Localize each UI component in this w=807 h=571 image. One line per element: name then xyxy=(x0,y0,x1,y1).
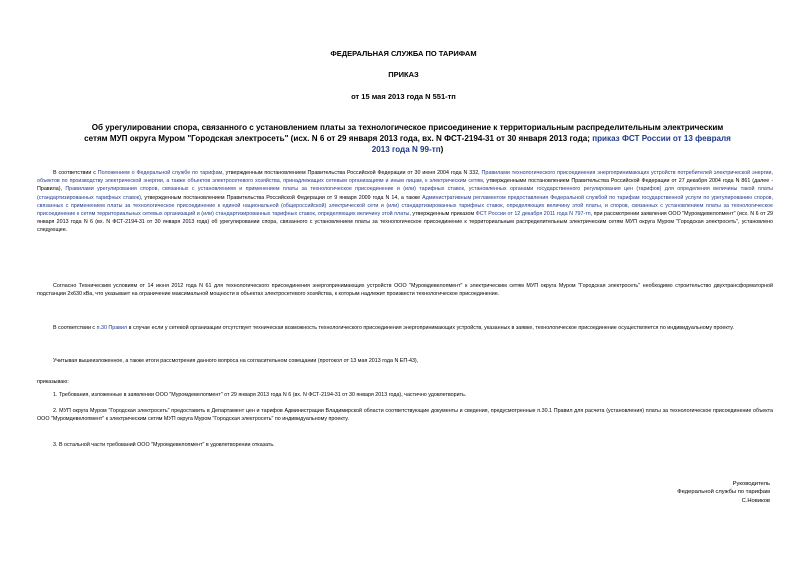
signature-block xyxy=(677,480,770,505)
paragraph-considering: Учитывая вышеизложенное, а также итоги рассмотрения данного вопроса на согласительном совещании (протокол от 13 мая 2013 года N ЕП-43), xyxy=(53,358,419,364)
text-run: в случае если у сетевой организации отсутствует техническая возможность технологического присоединения энергопринимающих устройств, указанных в заявке, технологическое присоединение осуществляется по индивидуальному проекту. xyxy=(127,325,734,331)
text-run: , утвержденным постановлением Правительства Российской Федерации от 30 июня 2004 года N 332, xyxy=(222,170,482,176)
document-date-number: от 15 мая 2013 года N 551-тп xyxy=(351,92,456,101)
subject-text: Об урегулировании спора, связанного с установлением платы за технологическое присоединение к территориальным распределительным электрическим сетям МУП округа Муром "Городская электросеть" (исх. N 6 от 29 января 2013 года, вх. N ФСТ-2194-31 от 30 января 2013 года; xyxy=(84,123,724,143)
order-item-3: 3. В остальной части требований ООО "Муромдевелопмент" в удовлетворении отказать. xyxy=(53,442,275,448)
link-rules-p30[interactable]: п.30 Правил xyxy=(96,325,128,331)
subject-tail: ) xyxy=(440,145,444,154)
link-admin-regulation[interactable]: Административным регламентом предоставления Федеральной службой по тарифам государственной услуги по урегулированию споров, связанных с применением платы за технологическое присоединение к единой национальной (общероссийской) электрической сети и (или) стандартизированных тарифных ставок, определяющих величину этой платы, и споров, связанных с установлением платы за технологическое присоединение к сетям территориальных сетевых организаций и (или) стандартизированных тарифных ставок, определяющих величину этой платы xyxy=(37,194,773,218)
paragraph-technical-conditions: Согласно Техническим условиям от 14 июня 2012 года N 61 для технологического присоединения энергопринимающих устройств ООО "Муромдевелопмент" к электрическим сетям МУП округа Муром "Городская электросеть" необходимо строительство двухтрансформаторной подстанции 2х630 кВа, что указывает на ограничение максимальной мощности в объектах электросетевого хозяйства, к которым надлежит произвести технологическое присоединение. xyxy=(37,283,773,298)
text-run: , при рассмотрении заявления ООО "Муромдевелопмент" (исх. N 6 от 29 января 2013 года N 6 (вх. N ФСТ-2194-31 от 30 января 2013 года) об урегулировании спора, связанного с установлением платы за технологическое присоединение к территориальным распределительным электрическим сетям МУП округа Муром "Городская электросеть", установлено следующее. xyxy=(37,211,774,234)
text-run: , утвержденными постановлением Правительства Российской Федерации от 27 декабря 2004 года N 861 (далее - Правила), xyxy=(37,178,773,193)
agency-title: ФЕДЕРАЛЬНАЯ СЛУЖБА ПО ТАРИФАМ xyxy=(330,49,477,58)
order-item-1: 1. Требования, изложенные в заявлении ООО "Муромдевелопмент" от 29 января 2013 года N 6 (вх. N ФСТ-2194-31 от 30 января 2013 года), частично удовлетворить. xyxy=(53,392,467,398)
signature-position: Руководитель xyxy=(732,481,770,487)
link-dispute-rules[interactable]: Правилами урегулирования споров, связанных с установлением и применением платы за технологическое присоединение и (или) тарифных ставок, установленных органами государственного регулирования цен (тарифов) для определения величины такой платы (стандартизированных тарифных ставок) xyxy=(37,186,774,201)
link-connection-rules[interactable]: Правилами технологического присоединения энергопринимающих устройств потребителей электрической энергии, объектов по производству электрической энергии, а также объектов электросетевого хозяйства, принадлежащих сетевым организациям и иным лицам, к электрическим сетям xyxy=(37,170,773,185)
signature-name: С.Новиков xyxy=(741,497,770,504)
signature-organization: Федеральной службы по тарифам xyxy=(677,489,770,496)
text-run: В соответствии с xyxy=(53,170,98,176)
paragraph-individual-project xyxy=(37,324,773,332)
paragraph-legal-basis xyxy=(37,169,773,235)
subject-link[interactable]: приказ ФСТ России от 13 февраля 2013 года N 99-тп xyxy=(371,134,731,154)
link-fst-order-797[interactable]: ФСТ России от 12 декабря 2011 года N 797-тп xyxy=(475,211,591,218)
text-run: В соответствии с xyxy=(53,325,97,331)
order-intro: приказываю: xyxy=(37,379,69,385)
document-subject xyxy=(80,122,735,155)
text-run: , утвержденным приказом xyxy=(409,211,476,218)
link-fst-regulation[interactable]: Положением о Федеральной службе по тарифам xyxy=(97,170,223,176)
order-item-2: 2. МУП округа Муром "Городская электросеть" предоставить в Департамент цен и тарифов Администрации Владимирской области соответствующие документы и сведения, предусмотренные п.30.1 Правил для расчета (установления) платы за технологическое присоединение объекта ООО "Муромдевелопмент" к электрическим сетям МУП округа Муром "Городская электросеть" по индивидуальному проекту. xyxy=(37,408,773,423)
document-type: ПРИКАЗ xyxy=(388,70,419,79)
text-run: , утвержденным постановлением Правительства Российской Федерации от 9 января 2009 года N 14, а также xyxy=(140,194,423,201)
